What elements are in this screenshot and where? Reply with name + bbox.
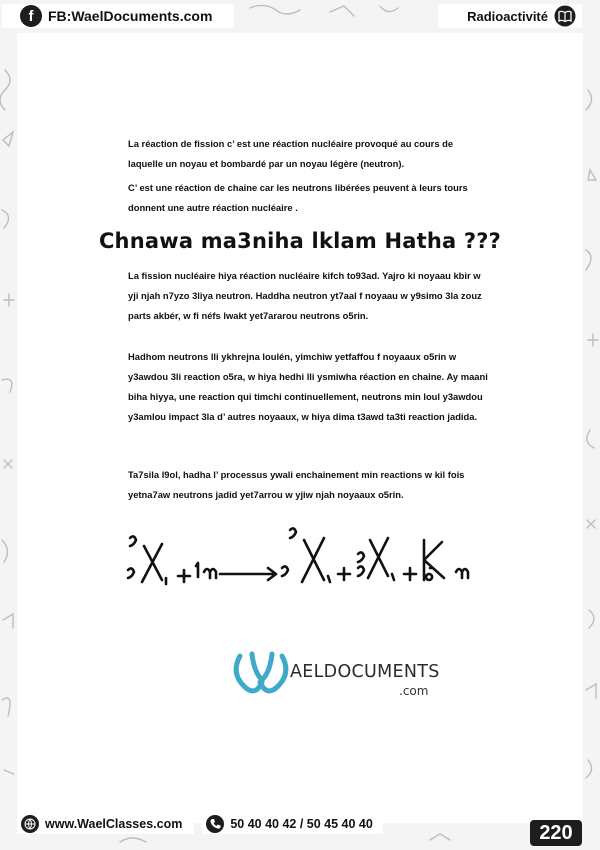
page-number: 220 — [530, 820, 582, 846]
phone-badge[interactable] — [202, 814, 383, 834]
page-footer — [17, 814, 583, 834]
logo-tld-text: .com — [399, 684, 429, 698]
paragraph-3: Ta7sila l9ol, hadha l’ processus ywali enchainement min reactions w kil fois yetna7aw neutrons jadid yet7arrou w yjiw njah noyaaux o5rin. — [128, 469, 465, 500]
website-badge[interactable] — [17, 814, 194, 834]
logo-brand-text: AELDOCUMENTS — [290, 662, 440, 682]
intro-paragraph-2: C’ est une réaction de chaine car les neutrons libérées peuvent à leurs tours donnent une autre réaction nucléaire . — [128, 182, 468, 213]
website-text: www.WaelClasses.com — [45, 817, 183, 831]
phone-numbers-text: 50 40 40 42 / 50 45 40 40 — [230, 817, 373, 831]
paragraph-1: La fission nucléaire hiya réaction nucléaire kifch to93ad. Yajro ki noyaau kbir w yji njah n7yzo 3liya neutron. Haddha neutron yt7aal f noyaau w y9simo 3la zouz parts akbér, w fi néfs lwakt yet7ararou neutrons o5rin. — [128, 270, 482, 321]
section-title: Radioactivité — [467, 8, 548, 24]
section-badge — [438, 4, 582, 28]
paragraph-2: Hadhom neutrons lli ykhrejna loulén, yimchiw yetfaffou f noyaaux o5rin w y3awdou 3li reaction o5ra, w hiya hedhi lli ysmiwha réaction en chaine. Ay maani biha hiyya, une reaction qui timchi continuellement, neutrons min loul y3awdou y3amlou impact 3la d’ autres noyaaux, w hiya dima t3awd ta3ti reaction jadida. — [128, 351, 488, 422]
wael-documents-logo — [230, 648, 440, 708]
facebook-label: FB:WaelDocuments.com — [48, 8, 213, 24]
fission-equation-handwritten — [118, 518, 508, 598]
phone-icon — [206, 815, 224, 833]
section-heading: Chnawa ma3niha lklam Hatha ??? — [98, 229, 502, 253]
intro-paragraph-1: La réaction de fission c’ est une réaction nucléaire provoqué au cours de laquelle un noyau et bombardé par un noyau légère (neutron). — [128, 138, 454, 169]
facebook-icon: f — [20, 5, 42, 27]
globe-icon — [21, 815, 39, 833]
facebook-badge[interactable] — [2, 4, 234, 28]
stethoscope-logo-icon — [230, 648, 290, 698]
book-icon — [554, 5, 576, 27]
